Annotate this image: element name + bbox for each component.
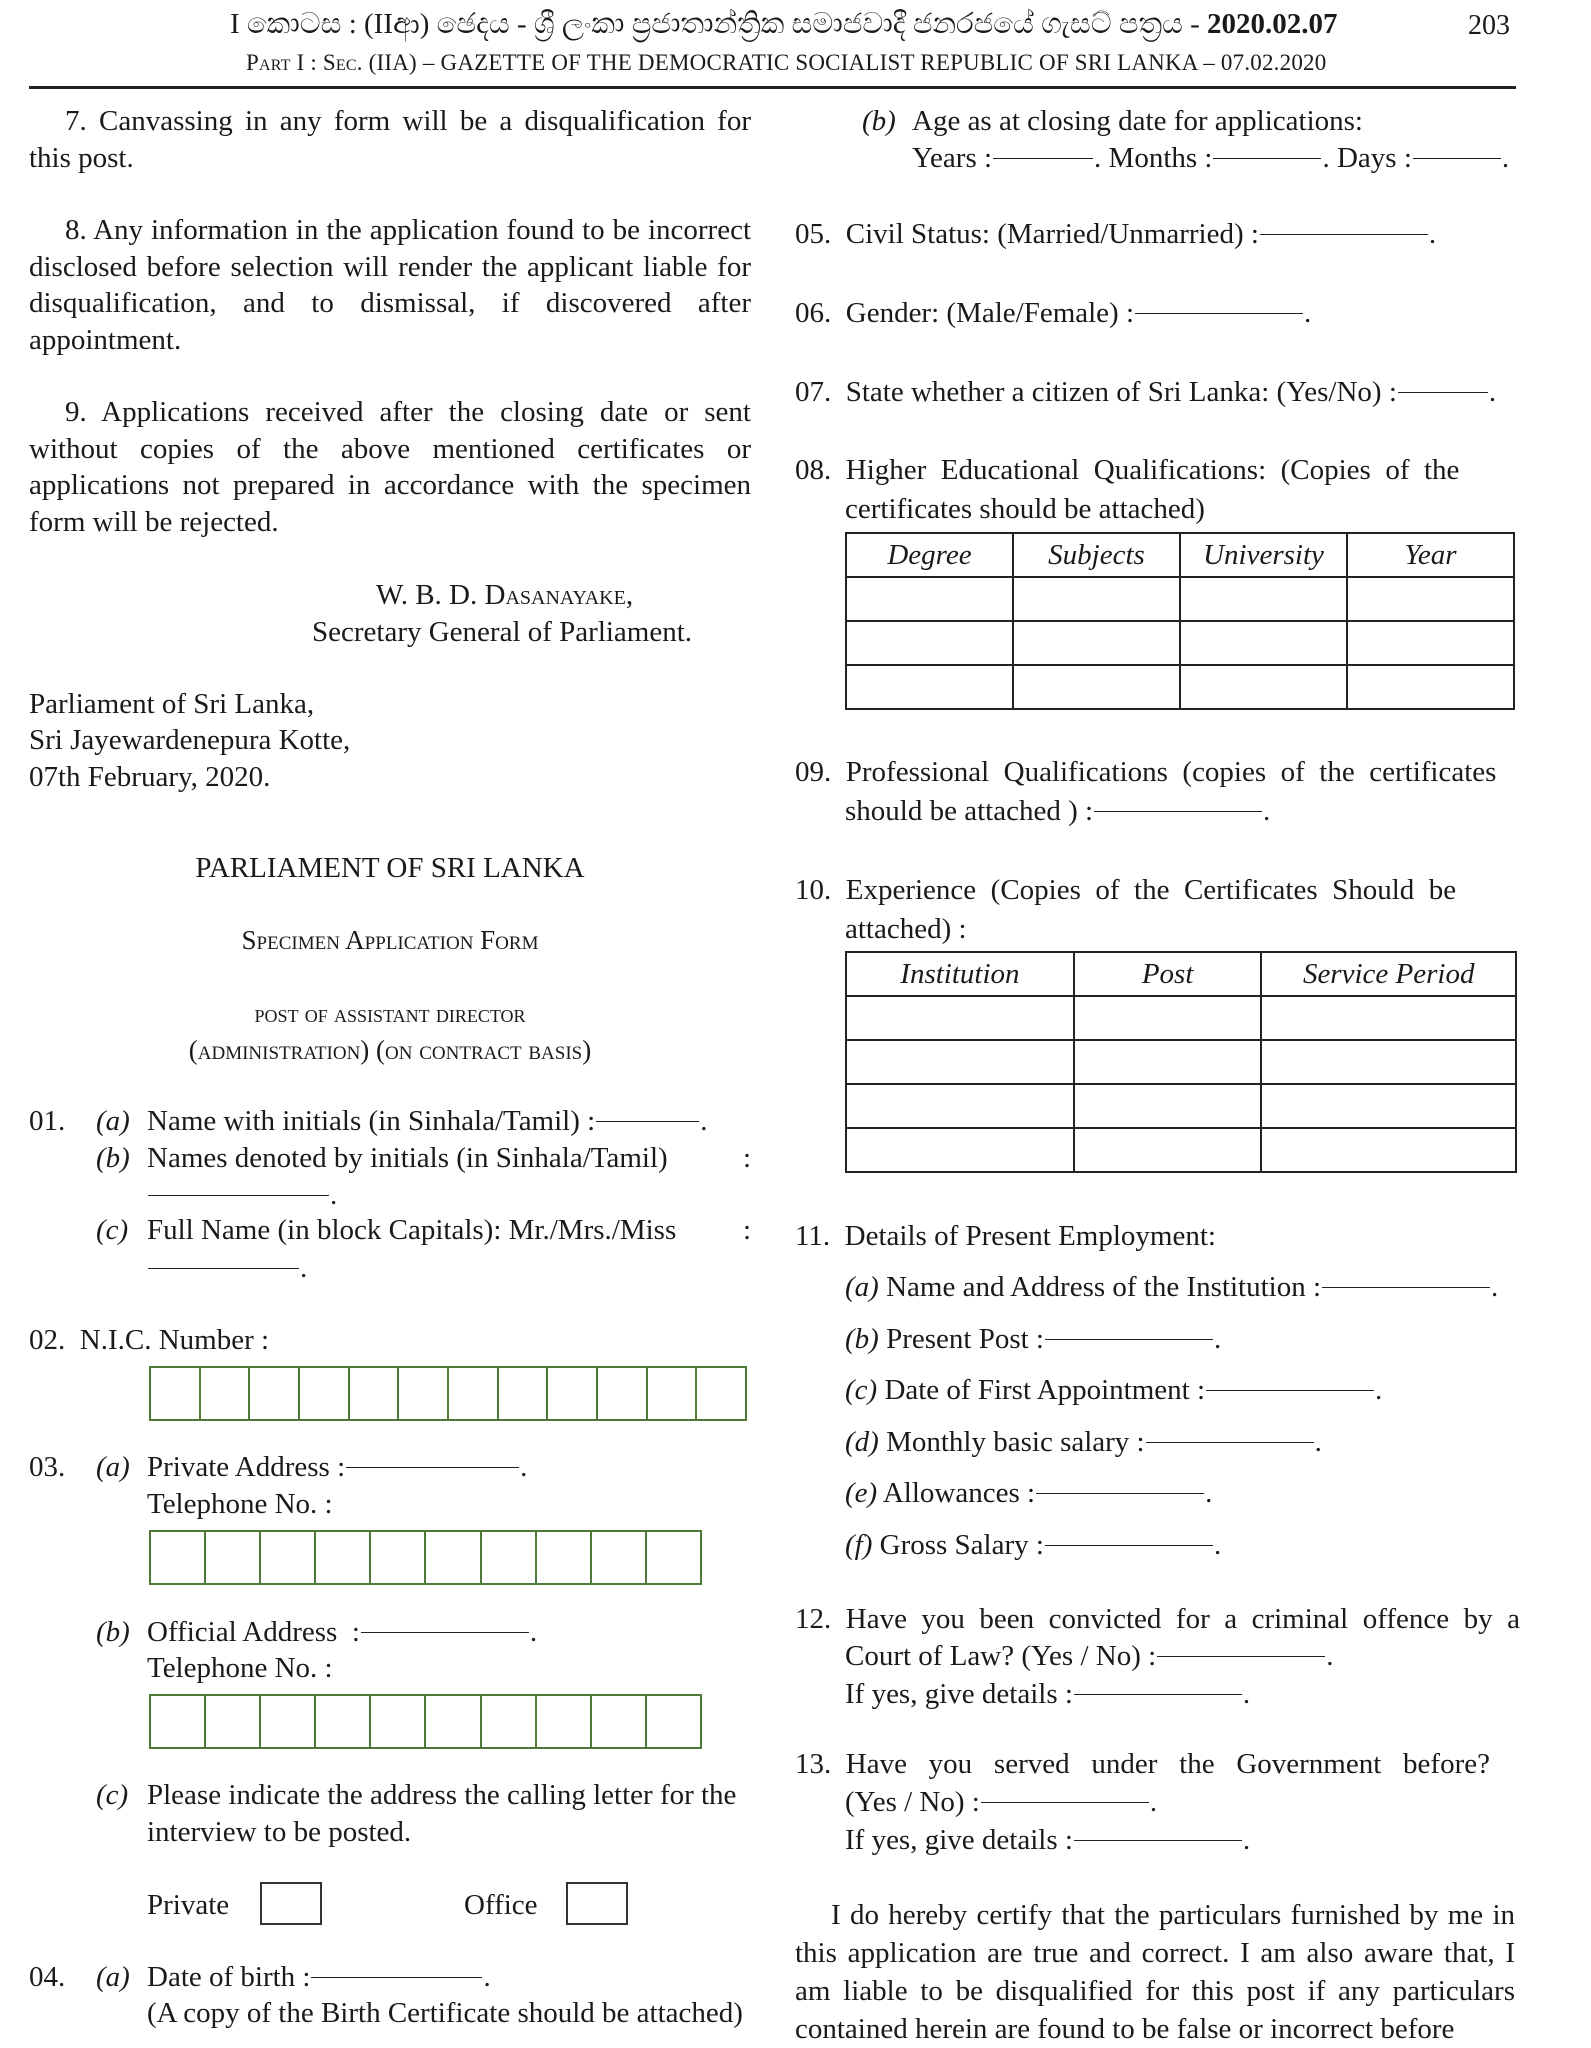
- q03b-telephone-label: Telephone No. :: [147, 1652, 333, 1684]
- office-option-label: Office: [464, 1889, 538, 1921]
- q12-details-blank[interactable]: [1074, 1694, 1242, 1695]
- q01b-blank-line: .: [147, 1177, 337, 1214]
- form-title-parliament: PARLIAMENT OF SRI LANKA: [195, 852, 585, 884]
- q03c-text-2: interview to be posted.: [147, 1816, 412, 1848]
- tel-box[interactable]: [482, 1532, 537, 1583]
- table-cell[interactable]: [846, 1084, 1074, 1128]
- tel-box[interactable]: [426, 1696, 481, 1747]
- table-row: [846, 1040, 1516, 1084]
- header-divider: [29, 86, 1516, 89]
- nic-box[interactable]: [201, 1368, 251, 1419]
- tel-box[interactable]: [316, 1696, 371, 1747]
- tel-box[interactable]: [426, 1532, 481, 1583]
- table-cell[interactable]: [1013, 621, 1180, 665]
- table-cell[interactable]: [1347, 665, 1514, 709]
- q01c-label: (c): [96, 1214, 129, 1246]
- q11d-blank[interactable]: [1146, 1442, 1314, 1443]
- tel-box[interactable]: [647, 1532, 700, 1583]
- q11c-field: (c) Date of First Appointment : .: [845, 1374, 1383, 1406]
- q11d-text: Monthly basic salary :: [886, 1426, 1145, 1458]
- private-telephone-boxes[interactable]: [149, 1530, 702, 1585]
- col-institution: Institution: [846, 952, 1074, 996]
- nic-box[interactable]: [499, 1368, 549, 1419]
- table-cell[interactable]: [1261, 1084, 1516, 1128]
- q03a-blank[interactable]: [346, 1467, 519, 1468]
- q03c-text-1: Please indicate the address the calling letter for the: [147, 1779, 737, 1811]
- q02-label: 02. N.I.C. Number :: [29, 1324, 270, 1356]
- table-cell[interactable]: [846, 1128, 1074, 1172]
- q12-blank[interactable]: [1157, 1656, 1325, 1657]
- q12-details-field: If yes, give details : .: [845, 1678, 1251, 1710]
- tel-box[interactable]: [151, 1532, 206, 1583]
- tel-box[interactable]: [151, 1696, 206, 1747]
- certification-paragraph: I do hereby certify that the particulars furnished by me in this application are true and correct. I am also aware that, I am liable to be disqualified for this post if any particulars contained herein are found to be false or incorrect before: [795, 1899, 1515, 2045]
- nic-box[interactable]: [350, 1368, 400, 1419]
- tel-box[interactable]: [316, 1532, 371, 1583]
- col-university: University: [1180, 533, 1347, 577]
- nic-box[interactable]: [648, 1368, 698, 1419]
- q12-details-text: If yes, give details :: [845, 1678, 1073, 1710]
- table-cell[interactable]: [1013, 665, 1180, 709]
- col-post: Post: [1074, 952, 1262, 996]
- q07-field: 07. State whether a citizen of Sri Lanka: (Yes/No) : .: [795, 376, 1497, 408]
- q10-line-2: attached) :: [845, 913, 967, 945]
- q12-field: Court of Law? (Yes / No) : .: [845, 1640, 1334, 1672]
- col-service-period: Service Period: [1261, 952, 1516, 996]
- paragraph-8: 8. Any information in the application found to be incorrect disclosed before selection will render the applicant liable for disqualification, and to dismissal, if discovered after appointment.: [29, 214, 751, 356]
- q01a-field: Name with initials (in Sinhala/Tamil) : .: [147, 1105, 708, 1137]
- table-cell[interactable]: [846, 621, 1013, 665]
- tel-box[interactable]: [206, 1532, 261, 1583]
- q11c-label: (c): [845, 1374, 878, 1406]
- tel-box[interactable]: [206, 1696, 261, 1747]
- q11a-field: (a) Name and Address of the Institution : .: [845, 1271, 1499, 1303]
- q01-number: 01.: [29, 1105, 66, 1137]
- q03a-text: Private Address :: [147, 1451, 346, 1483]
- q01b-field: [147, 1140, 751, 1177]
- q06-text: 06. Gender: (Male/Female) :: [795, 297, 1135, 329]
- form-title-basis: (administration) (on contract basis): [188, 1035, 592, 1065]
- place-line-2: Sri Jayewardenepura Kotte,: [29, 724, 351, 756]
- q01a-blank[interactable]: [596, 1121, 699, 1122]
- date-line: 07th February, 2020.: [29, 761, 271, 793]
- table-row: [846, 996, 1516, 1040]
- experience-header-row: [846, 952, 1516, 996]
- q11f-text: Gross Salary :: [879, 1529, 1044, 1561]
- q11a-blank[interactable]: [1322, 1287, 1490, 1288]
- q08-line-1: 08. Higher Educational Qualifications: (Copies of the: [795, 454, 1460, 486]
- nic-box[interactable]: [399, 1368, 449, 1419]
- table-cell[interactable]: [846, 996, 1074, 1040]
- col-subjects: Subjects: [1013, 533, 1180, 577]
- q01c-blank[interactable]: [148, 1268, 299, 1269]
- q09-blank[interactable]: [1094, 811, 1262, 812]
- table-cell[interactable]: [1180, 621, 1347, 665]
- q06-blank[interactable]: [1135, 313, 1303, 314]
- q04-number: 04.: [29, 1961, 66, 1993]
- q13-details-text: If yes, give details :: [845, 1824, 1073, 1856]
- nic-box[interactable]: [250, 1368, 300, 1419]
- q01a-text: Name with initials (in Sinhala/Tamil) :: [147, 1105, 596, 1137]
- q11b-label: (b): [845, 1323, 879, 1355]
- q09-field: should be attached ) : .: [845, 795, 1271, 827]
- q04a-text: Date of birth :: [147, 1961, 311, 1993]
- q07-text: 07. State whether a citizen of Sri Lanka: (Yes/No) :: [795, 376, 1397, 408]
- q03a-label: (a): [96, 1451, 130, 1483]
- q04b-text: Age as at closing date for applications:: [912, 105, 1363, 137]
- table-cell[interactable]: [1261, 996, 1516, 1040]
- q03b-blank[interactable]: [361, 1632, 529, 1633]
- tel-box[interactable]: [537, 1532, 592, 1583]
- header-date: 2020.02.07: [1207, 8, 1338, 40]
- q03b-text: Official Address :: [147, 1616, 360, 1648]
- private-option-label: Private: [147, 1889, 230, 1921]
- q03b-label: (b): [96, 1616, 130, 1648]
- tel-box[interactable]: [371, 1532, 426, 1583]
- tel-box[interactable]: [482, 1696, 537, 1747]
- table-row: [846, 665, 1514, 709]
- education-table: [845, 532, 1515, 710]
- q01a-label: (a): [96, 1105, 130, 1137]
- page-number: 203: [1468, 10, 1510, 41]
- q11d-field: (d) Monthly basic salary : .: [845, 1426, 1322, 1458]
- q05-field: 05. Civil Status: (Married/Unmarried) : .: [795, 218, 1437, 250]
- q01c-field: [147, 1212, 751, 1249]
- months-label: . Months :: [1094, 142, 1213, 174]
- q08-line-2: certificates should be attached): [845, 493, 1205, 525]
- q11c-text: Date of First Appointment :: [884, 1374, 1206, 1406]
- q13-details-field: If yes, give details : .: [845, 1824, 1251, 1856]
- q11e-blank[interactable]: [1036, 1493, 1204, 1494]
- tel-box[interactable]: [647, 1696, 700, 1747]
- years-blank[interactable]: [993, 158, 1093, 159]
- q03b-field: Official Address : .: [147, 1616, 538, 1648]
- q11f-label: (f): [845, 1529, 873, 1561]
- table-cell[interactable]: [846, 577, 1013, 621]
- table-cell[interactable]: [1074, 1040, 1262, 1084]
- tel-box[interactable]: [261, 1532, 316, 1583]
- header-english-line: Part I : Sec. (IIA) – GAZETTE OF THE DEMOCRATIC SOCIALIST REPUBLIC OF SRI LANKA – 07.02.2020: [246, 50, 1327, 75]
- nic-box[interactable]: [151, 1368, 201, 1419]
- table-cell[interactable]: [1074, 1128, 1262, 1172]
- q01b-text: Names denoted by initials (in Sinhala/Tamil): [147, 1142, 668, 1174]
- table-cell[interactable]: [1261, 1128, 1516, 1172]
- q11b-blank[interactable]: [1045, 1339, 1213, 1340]
- q04a-field: Date of birth : .: [147, 1961, 491, 1993]
- q11-heading: 11. Details of Present Employment:: [795, 1220, 1216, 1252]
- nic-number-boxes[interactable]: [149, 1366, 747, 1421]
- q13-field: (Yes / No) : .: [845, 1786, 1158, 1818]
- official-telephone-boxes[interactable]: [149, 1694, 702, 1749]
- q01b-blank[interactable]: [148, 1195, 329, 1196]
- table-cell[interactable]: [1180, 665, 1347, 709]
- q09-line-1: 09. Professional Qualifications (copies of the certificates: [795, 756, 1497, 788]
- q05-text: 05. Civil Status: (Married/Unmarried) :: [795, 218, 1259, 250]
- q11c-blank[interactable]: [1206, 1390, 1374, 1391]
- q04a-label: (a): [96, 1961, 130, 1993]
- paragraph-9: 9. Applications received after the closing date or sent without copies of the above mentioned certificates or applications not prepared in accordance with the specimen form will be rejected.: [29, 396, 751, 538]
- tel-box[interactable]: [592, 1696, 647, 1747]
- q07-blank[interactable]: [1398, 392, 1488, 393]
- table-row: [846, 577, 1514, 621]
- col-year: Year: [1347, 533, 1514, 577]
- q11b-text: Present Post :: [886, 1323, 1044, 1355]
- q04a-blank[interactable]: [311, 1977, 482, 1978]
- education-header-row: [846, 533, 1514, 577]
- table-cell[interactable]: [846, 1040, 1074, 1084]
- q12-line-1: 12. Have you been convicted for a criminal offence by a: [795, 1603, 1520, 1635]
- q11e-field: (e) Allowances : .: [845, 1477, 1213, 1509]
- q11b-field: (b) Present Post : .: [845, 1323, 1222, 1355]
- table-cell[interactable]: [1347, 621, 1514, 665]
- signatory-title: Secretary General of Parliament.: [312, 616, 693, 648]
- q11f-blank[interactable]: [1045, 1545, 1213, 1546]
- q13-text: (Yes / No) :: [845, 1786, 980, 1818]
- q03a-field: Private Address : .: [147, 1451, 528, 1483]
- table-row: [846, 621, 1514, 665]
- table-cell[interactable]: [1074, 1084, 1262, 1128]
- signatory-name: W. B. D. Dasanayake,: [376, 579, 634, 611]
- q01c-blank-line: .: [147, 1250, 307, 1287]
- office-checkbox[interactable]: [566, 1882, 628, 1925]
- tel-box[interactable]: [371, 1696, 426, 1747]
- form-title-post: post of assistant director: [254, 1001, 526, 1028]
- months-blank[interactable]: [1213, 158, 1321, 159]
- q11e-label: (e): [845, 1477, 878, 1509]
- col-degree: Degree: [846, 533, 1013, 577]
- tel-box[interactable]: [537, 1696, 592, 1747]
- table-cell[interactable]: [1180, 577, 1347, 621]
- experience-table: [845, 951, 1517, 1173]
- age-fields: Years : . Months : . Days : .: [912, 142, 1510, 174]
- paragraph-7: 7. Canvassing in any form will be a disqualification for this post.: [29, 105, 751, 174]
- q01b-label: (b): [96, 1142, 130, 1174]
- q03a-telephone-label: Telephone No. :: [147, 1488, 333, 1520]
- q03-number: 03.: [29, 1451, 66, 1483]
- q04a-note: (A copy of the Birth Certificate should be attached): [147, 1997, 743, 2029]
- place-line-1: Parliament of Sri Lanka,: [29, 688, 315, 720]
- nic-box[interactable]: [300, 1368, 350, 1419]
- header-sinhala-text: I කොටස : (IIආ) ඡෙදය - ශ්‍රී ලංකා ප්‍රජාතාන්ත්‍රික සමාජවාදී ජනරජයේ ගැසට් පත්‍රය -: [230, 8, 1200, 40]
- nic-box[interactable]: [548, 1368, 598, 1419]
- q01b-colon: :: [742, 1142, 751, 1174]
- private-checkbox[interactable]: [260, 1882, 322, 1925]
- days-blank[interactable]: [1413, 158, 1501, 159]
- tel-box[interactable]: [261, 1696, 316, 1747]
- q12-text: Court of Law? (Yes / No) :: [845, 1640, 1157, 1672]
- nic-box[interactable]: [598, 1368, 648, 1419]
- table-cell[interactable]: [1013, 577, 1180, 621]
- q13-details-blank[interactable]: [1074, 1840, 1242, 1841]
- tel-box[interactable]: [592, 1532, 647, 1583]
- years-label: Years :: [912, 142, 993, 174]
- header-sinhala-line: [230, 8, 1338, 41]
- nic-box[interactable]: [449, 1368, 499, 1419]
- table-row: [846, 1128, 1516, 1172]
- table-cell[interactable]: [846, 665, 1013, 709]
- q01c-colon: :: [742, 1214, 751, 1246]
- q13-line-1: 13. Have you served under the Government before?: [795, 1748, 1490, 1780]
- table-cell[interactable]: [1261, 1040, 1516, 1084]
- q09-text: should be attached ) :: [845, 795, 1094, 827]
- form-title-specimen: Specimen Application Form: [241, 925, 539, 955]
- table-row: [846, 1084, 1516, 1128]
- q11d-label: (d): [845, 1426, 879, 1458]
- q11a-text: Name and Address of the Institution :: [886, 1271, 1322, 1303]
- q03c-label: (c): [96, 1779, 129, 1811]
- days-label: . Days :: [1322, 142, 1412, 174]
- q06-field: 06. Gender: (Male/Female) : .: [795, 297, 1312, 329]
- q13-blank[interactable]: [981, 1802, 1149, 1803]
- q01c-text: Full Name (in block Capitals): Mr./Mrs./Miss: [147, 1214, 677, 1246]
- q11f-field: (f) Gross Salary : .: [845, 1529, 1222, 1561]
- table-cell[interactable]: [1074, 996, 1262, 1040]
- q11e-text: Allowances :: [882, 1477, 1036, 1509]
- table-cell[interactable]: [1347, 577, 1514, 621]
- q04b-label: (b): [862, 105, 896, 137]
- q05-blank[interactable]: [1260, 234, 1428, 235]
- nic-box[interactable]: [697, 1368, 745, 1419]
- q10-line-1: 10. Experience (Copies of the Certificates Should be: [795, 874, 1457, 906]
- q11a-label: (a): [845, 1271, 879, 1303]
